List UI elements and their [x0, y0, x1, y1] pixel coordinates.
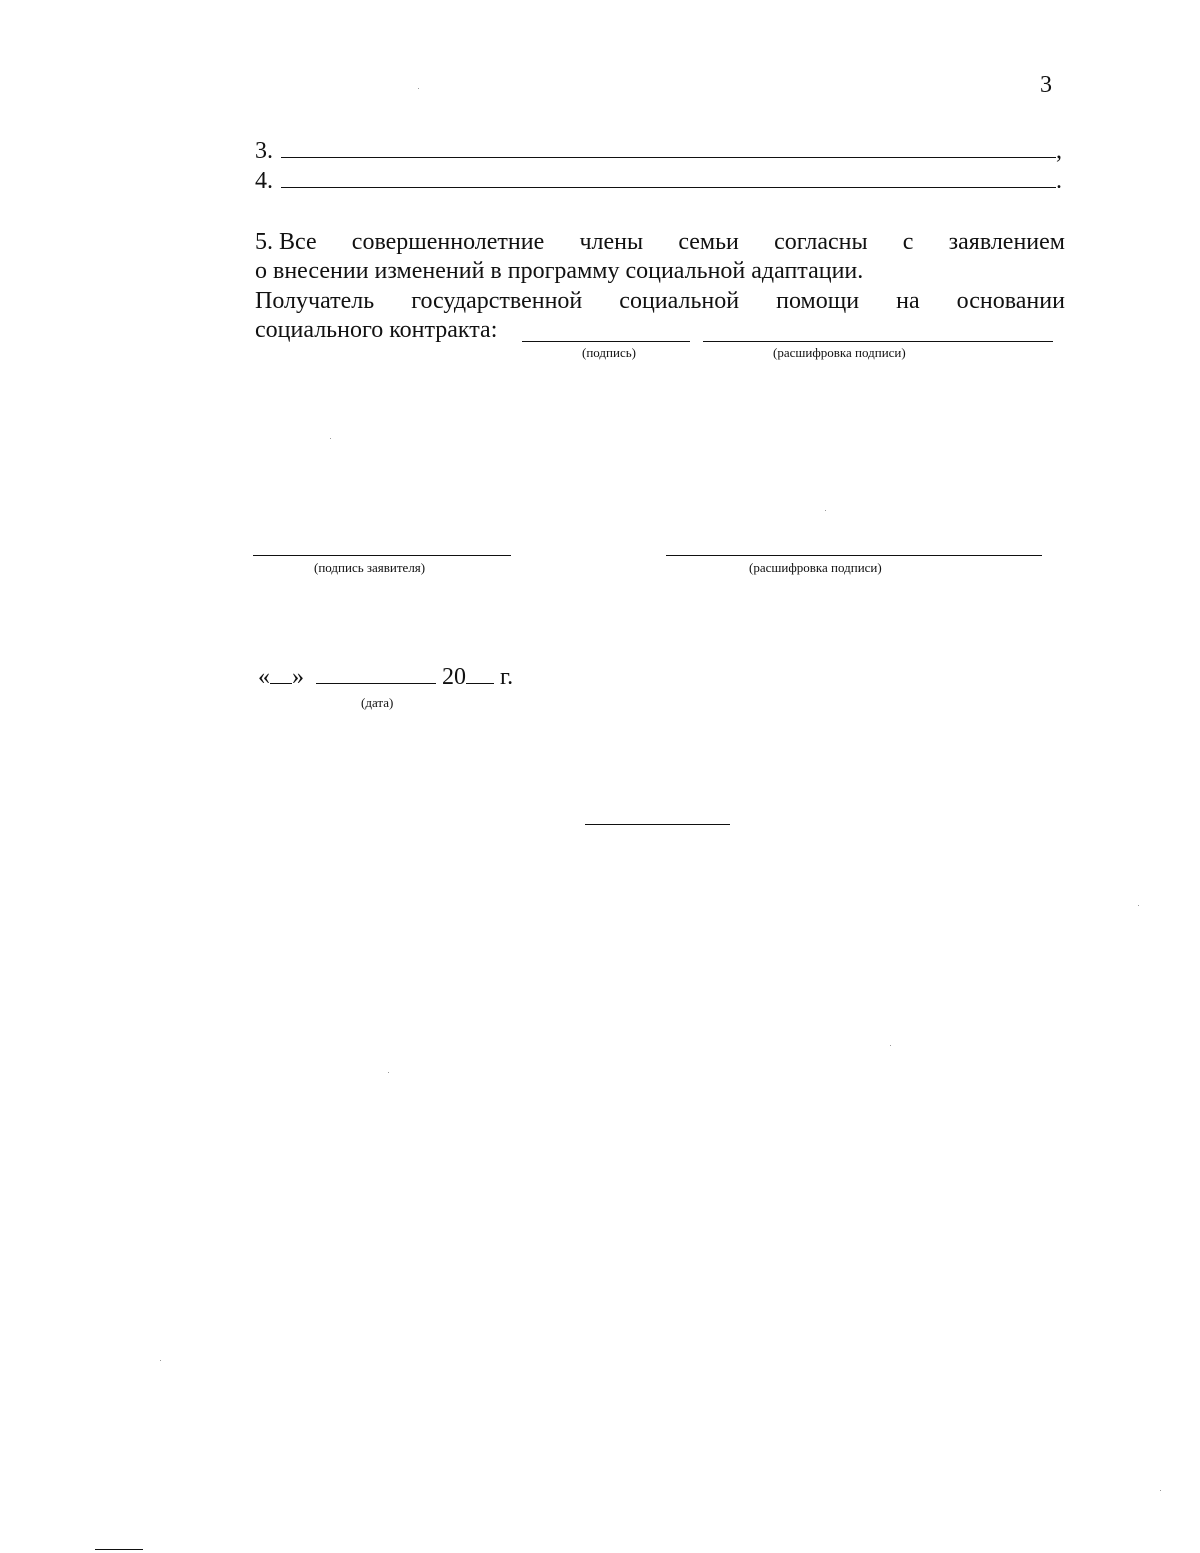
word: на [896, 288, 920, 314]
applicant-decode-caption: (расшифровка подписи) [749, 560, 882, 575]
applicant-signature-line [253, 555, 511, 556]
paragraph-5 [255, 228, 1065, 286]
date-close-quote: » [292, 664, 304, 690]
word: основании [956, 288, 1065, 314]
year-prefix: 20 [442, 664, 466, 690]
word: семьи [678, 229, 739, 255]
word: социальной [619, 288, 740, 314]
page-number: 3 [1040, 72, 1052, 98]
fill-blank [281, 157, 1056, 158]
scan-speck [890, 1045, 891, 1046]
scan-speck [1138, 905, 1139, 906]
list-item-end: . [1056, 168, 1062, 194]
word: члены [579, 229, 644, 255]
scan-speck [330, 438, 331, 439]
list-item-number: 3. [255, 138, 273, 164]
recipient-line-1 [255, 287, 1065, 316]
recipient-signature-caption: (подпись) [582, 345, 636, 360]
date-row [258, 664, 513, 691]
month-blank [316, 683, 436, 684]
applicant-decode-line [666, 555, 1042, 556]
word: согласны [774, 229, 868, 255]
closing-rule [585, 824, 730, 825]
applicant-signature-caption: (подпись заявителя) [314, 560, 426, 575]
paragraph-5-line-2: о внесении изменений в программу социальной адаптации. [255, 258, 864, 284]
word: 5. Все [255, 229, 317, 255]
list-item-end: , [1056, 138, 1062, 164]
year-blank [466, 683, 494, 684]
recipient-decode-line [703, 341, 1053, 342]
list-item-number: 4. [255, 168, 273, 194]
recipient-line-2: социального контракта: [255, 317, 498, 343]
scan-speck [418, 88, 419, 89]
recipient-signature-line [522, 341, 690, 342]
word: помощи [776, 288, 860, 314]
list-item-3 [255, 138, 1062, 165]
word: совершеннолетние [351, 229, 545, 255]
list-item-4 [255, 168, 1062, 195]
scan-mark [95, 1549, 143, 1550]
day-blank [270, 683, 292, 684]
word: Получатель [255, 288, 375, 314]
recipient-decode-caption: (расшифровка подписи) [773, 345, 906, 360]
paragraph-5-line-1 [255, 228, 1065, 257]
word: с [902, 229, 914, 255]
word: заявлением [948, 229, 1065, 255]
year-suffix: г. [500, 664, 514, 690]
scan-speck [160, 1360, 161, 1361]
word: государственной [411, 288, 583, 314]
scan-speck [388, 1072, 389, 1073]
recipient-block [255, 287, 1065, 345]
scan-speck [825, 510, 826, 511]
fill-blank [281, 187, 1056, 188]
date-open-quote: « [258, 664, 270, 690]
date-caption: (дата) [361, 695, 394, 710]
scan-speck [1160, 1490, 1161, 1491]
